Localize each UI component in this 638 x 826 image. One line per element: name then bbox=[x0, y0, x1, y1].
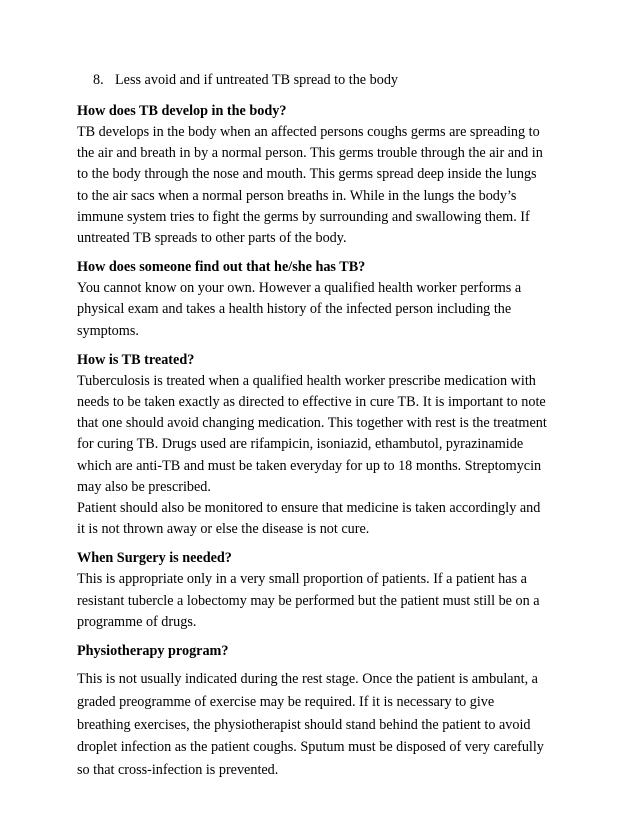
paragraph-line: for curing TB. Drugs used are rifampicin, isoniazid, ethambutol, pyrazinamide bbox=[77, 436, 524, 453]
paragraph-line: the air and breath in by a normal person. This germs trouble through the air and in bbox=[77, 145, 543, 162]
paragraph-line: You cannot know on your own. However a qualified health worker performs a bbox=[77, 280, 522, 297]
document-page bbox=[77, 70, 565, 790]
paragraph-line: needs to be taken exactly as directed to effective in cure TB. It is important to note bbox=[77, 394, 546, 411]
section-heading: Physiotherapy program? bbox=[77, 643, 229, 660]
paragraph-line: may also be prescribed. bbox=[77, 478, 211, 495]
section-heading: How is TB treated? bbox=[77, 351, 195, 368]
paragraph-line: untreated TB spreads to other parts of the body. bbox=[77, 230, 347, 247]
section-heading: When Surgery is needed? bbox=[77, 550, 232, 567]
section-tb-treatment bbox=[77, 350, 565, 541]
section-paragraph bbox=[77, 371, 565, 541]
paragraph-line: TB develops in the body when an affected persons coughs germs are spreading to bbox=[77, 124, 540, 140]
section-tb-development bbox=[77, 101, 565, 249]
paragraph-line: that one should avoid changing medication. This together with rest is the treatment bbox=[77, 415, 547, 432]
paragraph-line: so that cross-infection is prevented. bbox=[77, 762, 279, 779]
section-heading: How does TB develop in the body? bbox=[77, 103, 287, 119]
paragraph-line: This is not usually indicated during the rest stage. Once the patient is ambulant, a bbox=[77, 671, 538, 688]
list-item-text: Less avoid and if untreated TB spread to the body bbox=[115, 72, 399, 88]
paragraph-line: to the air sacs when a normal person breaths in. While in the lungs the body’s bbox=[77, 187, 517, 204]
section-physiotherapy bbox=[77, 641, 565, 782]
paragraph-line: which are anti-TB and must be taken everyday for up to 18 months. Streptomycin bbox=[77, 457, 542, 474]
list-item-number: 8. bbox=[93, 72, 104, 88]
paragraph-line: droplet infection as the patient coughs. Sputum must be disposed of very carefully bbox=[77, 739, 544, 756]
paragraph-line: Tuberculosis is treated when a qualified health worker prescribe medication with bbox=[77, 372, 536, 389]
paragraph-line: immune system tries to fight the germs by surrounding and swallowing them. If bbox=[77, 208, 530, 225]
section-heading: How does someone find out that he/she has TB? bbox=[77, 259, 366, 276]
paragraph-line: symptoms. bbox=[77, 322, 139, 339]
list-item-8 bbox=[77, 70, 565, 91]
paragraph-line: resistant tubercle a lobectomy may be performed but the patient must still be on a bbox=[77, 592, 540, 609]
section-surgery bbox=[77, 548, 565, 633]
section-paragraph bbox=[77, 668, 565, 782]
paragraph-line: This is appropriate only in a very small proportion of patients. If a patient has a bbox=[77, 571, 527, 588]
paragraph-line: physical exam and takes a health history of the infected person including the bbox=[77, 301, 512, 318]
paragraph-line: graded preogramme of exercise may be required. If it is necessary to give bbox=[77, 693, 495, 710]
paragraph-line: it is not thrown away or else the disease is not cure. bbox=[77, 521, 370, 538]
paragraph-line: breathing exercises, the physiotherapist should stand behind the patient to avoid bbox=[77, 716, 531, 733]
paragraph-line: to the body through the nose and mouth. This germs spread deep inside the lungs bbox=[77, 166, 537, 183]
paragraph-line: programme of drugs. bbox=[77, 613, 197, 630]
section-paragraph bbox=[77, 278, 565, 342]
section-tb-detection bbox=[77, 257, 565, 342]
paragraph-line: Patient should also be monitored to ensure that medicine is taken accordingly and bbox=[77, 500, 541, 517]
section-paragraph bbox=[77, 122, 565, 249]
section-paragraph bbox=[77, 569, 565, 633]
